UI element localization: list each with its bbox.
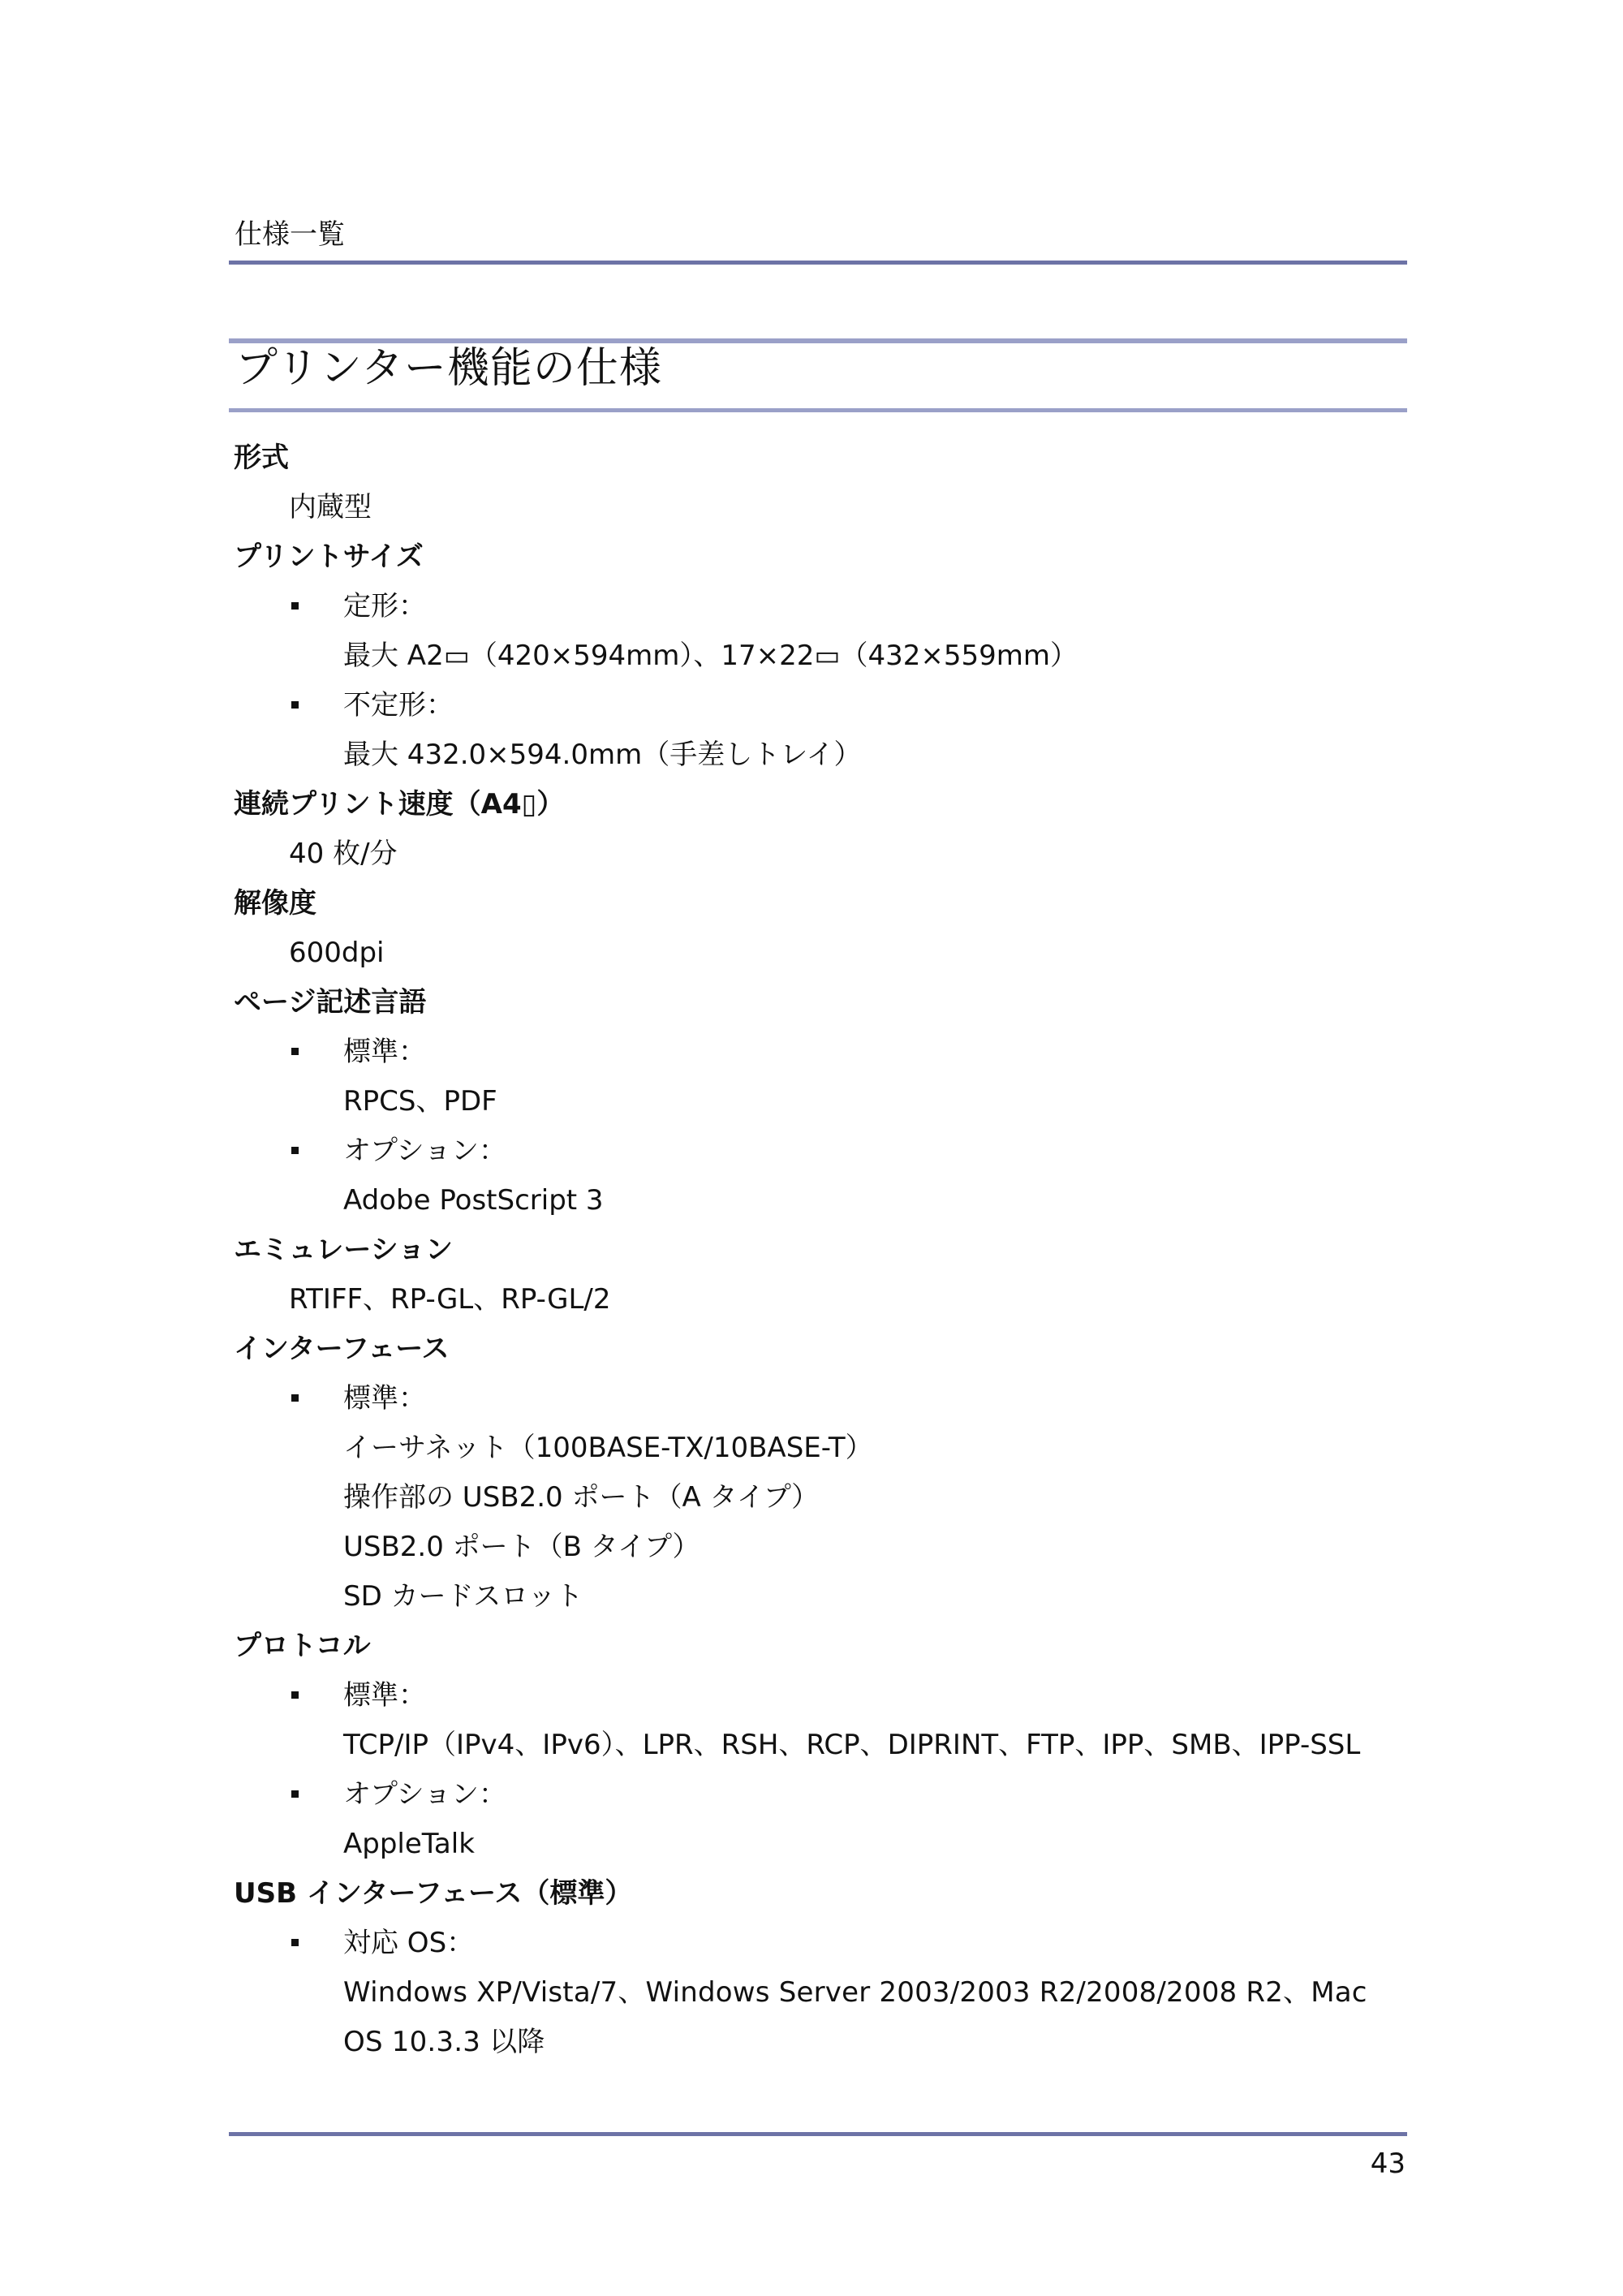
bullet-value: AppleTalk [343, 1828, 475, 1860]
bullet-item [234, 1919, 1410, 1968]
running-header: 仕様一覧 [235, 218, 345, 251]
bullet-square-icon [291, 1790, 299, 1798]
bullet-item [234, 1374, 1410, 1424]
section-title: プリントサイズ [234, 541, 424, 573]
bullet-square-icon [291, 1048, 299, 1055]
bullet-square-icon [291, 701, 299, 709]
bullet-item [234, 1027, 1410, 1077]
bullet-value: USB2.0 ポート（B タイプ） [343, 1531, 700, 1563]
section-value: 40 枚/分 [289, 838, 398, 870]
bullet-item [234, 1770, 1410, 1820]
header-rule [229, 261, 1407, 265]
bullet-value: SD カードスロット [343, 1580, 583, 1613]
heading-rule-top [229, 338, 1407, 343]
section-title: 解像度 [234, 887, 316, 920]
bullet-item [234, 681, 1410, 730]
bullet-value: 最大 432.0×594.0mm（手差しトレイ） [343, 739, 862, 771]
bullet-label: オプション： [343, 1778, 506, 1811]
spec-list [234, 433, 1410, 2067]
bullet-label: オプション： [343, 1135, 506, 1167]
heading-rule-bottom [229, 408, 1407, 412]
bullet-value: TCP/IP（IPv4、IPv6）、LPR、RSH、RCP、DIPRINT、FTP、IPP、SMB、IPP-SSL [343, 1729, 1361, 1761]
section-value: RTIFF、RP-GL、RP-GL/2 [289, 1283, 611, 1316]
footer-rule [229, 2132, 1407, 2136]
bullet-item [234, 582, 1410, 631]
section-title: プロトコル [234, 1630, 371, 1662]
bullet-square-icon [291, 1394, 299, 1402]
section-title: インターフェース [234, 1333, 450, 1365]
bullet-label: 不定形： [343, 689, 454, 722]
section-title: 形式 [234, 442, 289, 474]
section-value: 内蔵型 [289, 491, 372, 523]
section-title: エミュレーション [234, 1234, 453, 1266]
bullet-label: 定形： [343, 590, 426, 622]
bullet-label: 標準： [343, 1382, 426, 1415]
section-title: 連続プリント速度（A4▯） [234, 788, 565, 821]
bullet-label: 標準： [343, 1679, 426, 1712]
bullet-value: 操作部の USB2.0 ポート（A タイプ） [343, 1481, 820, 1514]
bullet-square-icon [291, 602, 299, 610]
bullet-value: Windows XP/Vista/7、Windows Server 2003/2003 R2/2008/2008 R2、Mac OS 10.3.3 以降 [343, 1976, 1367, 2058]
section-value: 600dpi [289, 937, 385, 969]
bullet-square-icon [291, 1147, 299, 1154]
page-number: 43 [1370, 2147, 1406, 2180]
bullet-value: RPCS、PDF [343, 1085, 497, 1118]
bullet-value: イーサネット（100BASE-TX/10BASE-T） [343, 1432, 873, 1464]
bullet-square-icon [291, 1939, 299, 1946]
page-title: プリンター機能の仕様 [235, 344, 662, 393]
bullet-item [234, 1671, 1410, 1721]
bullet-label: 対応 OS： [343, 1927, 475, 1959]
bullet-label: 標準： [343, 1036, 426, 1068]
bullet-square-icon [291, 1691, 299, 1699]
section-title: ページ記述言語 [234, 986, 427, 1019]
bullet-value: Adobe PostScript 3 [343, 1184, 604, 1217]
section-title: USB インターフェース（標準） [234, 1877, 633, 1910]
bullet-value: 最大 A2▭（420×594mm）、17×22▭（432×559mm） [343, 640, 1078, 672]
bullet-item [234, 1126, 1410, 1176]
